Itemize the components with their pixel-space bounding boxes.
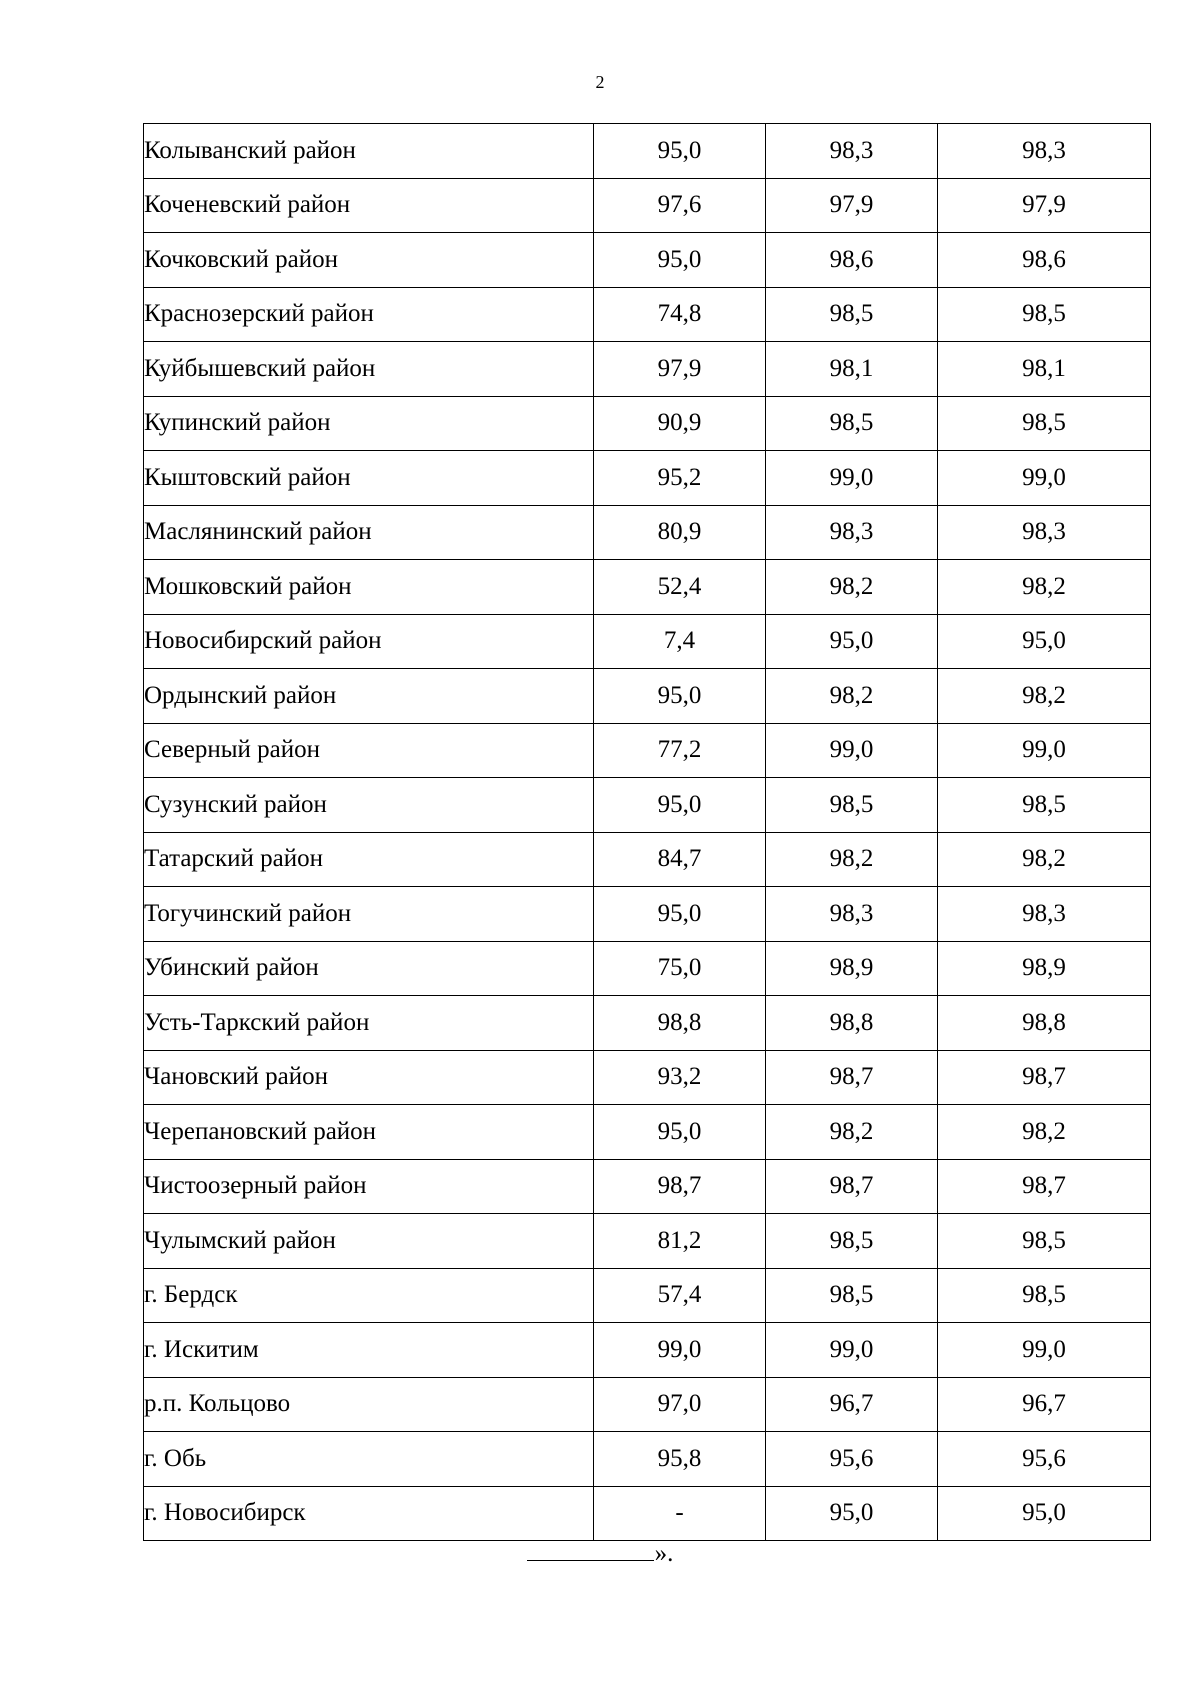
value-cell-2: 98,5 bbox=[766, 1268, 938, 1323]
table-row bbox=[144, 1050, 1151, 1105]
value-cell-1: 95,2 bbox=[594, 451, 766, 506]
municipality-name-cell: Чистоозерный район bbox=[144, 1159, 594, 1214]
value-cell-3: 98,7 bbox=[938, 1050, 1151, 1105]
table-row bbox=[144, 396, 1151, 451]
closing-quote: ». bbox=[654, 1540, 674, 1567]
value-cell-3: 98,5 bbox=[938, 287, 1151, 342]
table-row bbox=[144, 505, 1151, 560]
value-cell-3: 99,0 bbox=[938, 1323, 1151, 1378]
value-cell-1: 98,7 bbox=[594, 1159, 766, 1214]
value-cell-3: 98,9 bbox=[938, 941, 1151, 996]
value-cell-3: 95,0 bbox=[938, 614, 1151, 669]
municipality-name-cell: Мошковский район bbox=[144, 560, 594, 615]
municipality-name-cell: Коченевский район bbox=[144, 178, 594, 233]
value-cell-1: 95,0 bbox=[594, 669, 766, 724]
value-cell-2: 97,9 bbox=[766, 178, 938, 233]
value-cell-3: 98,1 bbox=[938, 342, 1151, 397]
municipality-name-cell: г. Бердск bbox=[144, 1268, 594, 1323]
value-cell-3: 98,5 bbox=[938, 396, 1151, 451]
municipality-name-cell: Купинский район bbox=[144, 396, 594, 451]
value-cell-2: 96,7 bbox=[766, 1377, 938, 1432]
municipality-name-cell: Куйбышевский район bbox=[144, 342, 594, 397]
value-cell-3: 98,3 bbox=[938, 505, 1151, 560]
closing-mark bbox=[0, 1538, 1200, 1568]
value-cell-3: 97,9 bbox=[938, 178, 1151, 233]
value-cell-2: 98,2 bbox=[766, 669, 938, 724]
municipality-name-cell: Сузунский район bbox=[144, 778, 594, 833]
value-cell-3: 98,2 bbox=[938, 560, 1151, 615]
table-row bbox=[144, 778, 1151, 833]
municipality-name-cell: г. Искитим bbox=[144, 1323, 594, 1378]
value-cell-1: 93,2 bbox=[594, 1050, 766, 1105]
value-cell-3: 98,6 bbox=[938, 233, 1151, 288]
value-cell-1: 98,8 bbox=[594, 996, 766, 1051]
value-cell-2: 95,0 bbox=[766, 1486, 938, 1541]
municipality-name-cell: Маслянинский район bbox=[144, 505, 594, 560]
value-cell-1: 74,8 bbox=[594, 287, 766, 342]
value-cell-2: 98,3 bbox=[766, 887, 938, 942]
value-cell-2: 95,6 bbox=[766, 1432, 938, 1487]
municipality-name-cell: Чановский район bbox=[144, 1050, 594, 1105]
value-cell-1: 57,4 bbox=[594, 1268, 766, 1323]
table-row bbox=[144, 451, 1151, 506]
municipality-name-cell: Черепановский район bbox=[144, 1105, 594, 1160]
value-cell-2: 95,0 bbox=[766, 614, 938, 669]
table-row bbox=[144, 1268, 1151, 1323]
value-cell-2: 98,5 bbox=[766, 778, 938, 833]
value-cell-1: 97,0 bbox=[594, 1377, 766, 1432]
value-cell-3: 99,0 bbox=[938, 723, 1151, 778]
value-cell-3: 96,7 bbox=[938, 1377, 1151, 1432]
table-row bbox=[144, 233, 1151, 288]
value-cell-3: 98,8 bbox=[938, 996, 1151, 1051]
value-cell-2: 98,9 bbox=[766, 941, 938, 996]
value-cell-3: 99,0 bbox=[938, 451, 1151, 506]
table-row bbox=[144, 124, 1151, 179]
value-cell-3: 98,7 bbox=[938, 1159, 1151, 1214]
value-cell-2: 98,2 bbox=[766, 1105, 938, 1160]
value-cell-1: 52,4 bbox=[594, 560, 766, 615]
closing-underline bbox=[527, 1538, 654, 1561]
value-cell-3: 98,2 bbox=[938, 669, 1151, 724]
value-cell-2: 98,5 bbox=[766, 1214, 938, 1269]
value-cell-1: 90,9 bbox=[594, 396, 766, 451]
table-row bbox=[144, 560, 1151, 615]
municipality-name-cell: Татарский район bbox=[144, 832, 594, 887]
value-cell-1: 75,0 bbox=[594, 941, 766, 996]
table-row bbox=[144, 614, 1151, 669]
value-cell-1: 77,2 bbox=[594, 723, 766, 778]
value-cell-1: 95,0 bbox=[594, 1105, 766, 1160]
value-cell-2: 98,5 bbox=[766, 396, 938, 451]
table-row bbox=[144, 887, 1151, 942]
value-cell-3: 95,0 bbox=[938, 1486, 1151, 1541]
municipality-name-cell: Усть-Таркский район bbox=[144, 996, 594, 1051]
municipality-name-cell: г. Новосибирск bbox=[144, 1486, 594, 1541]
municipality-name-cell: Новосибирский район bbox=[144, 614, 594, 669]
municipality-name-cell: Тогучинский район bbox=[144, 887, 594, 942]
table-row bbox=[144, 723, 1151, 778]
value-cell-1: 95,0 bbox=[594, 124, 766, 179]
municipality-name-cell: Колыванский район bbox=[144, 124, 594, 179]
page-number: 2 bbox=[595, 72, 605, 92]
table-row bbox=[144, 287, 1151, 342]
value-cell-2: 99,0 bbox=[766, 451, 938, 506]
table-row bbox=[144, 996, 1151, 1051]
value-cell-2: 99,0 bbox=[766, 723, 938, 778]
value-cell-1: 95,0 bbox=[594, 778, 766, 833]
value-cell-3: 98,5 bbox=[938, 1268, 1151, 1323]
table-row bbox=[144, 941, 1151, 996]
table-row bbox=[144, 1159, 1151, 1214]
value-cell-1: 80,9 bbox=[594, 505, 766, 560]
value-cell-2: 98,5 bbox=[766, 287, 938, 342]
municipality-name-cell: Северный район bbox=[144, 723, 594, 778]
table-row bbox=[144, 1432, 1151, 1487]
value-cell-3: 98,3 bbox=[938, 887, 1151, 942]
table-row bbox=[144, 178, 1151, 233]
value-cell-1: 84,7 bbox=[594, 832, 766, 887]
municipality-name-cell: г. Обь bbox=[144, 1432, 594, 1487]
value-cell-1: 95,8 bbox=[594, 1432, 766, 1487]
value-cell-2: 98,3 bbox=[766, 505, 938, 560]
value-cell-2: 98,7 bbox=[766, 1050, 938, 1105]
municipality-name-cell: Кочковский район bbox=[144, 233, 594, 288]
municipality-name-cell: р.п. Кольцово bbox=[144, 1377, 594, 1432]
municipality-name-cell: Ордынский район bbox=[144, 669, 594, 724]
value-cell-3: 98,5 bbox=[938, 778, 1151, 833]
value-cell-1: 99,0 bbox=[594, 1323, 766, 1378]
value-cell-2: 98,2 bbox=[766, 832, 938, 887]
table-row bbox=[144, 832, 1151, 887]
table-body bbox=[144, 124, 1151, 1541]
value-cell-2: 98,6 bbox=[766, 233, 938, 288]
value-cell-3: 98,2 bbox=[938, 832, 1151, 887]
value-cell-2: 98,3 bbox=[766, 124, 938, 179]
municipality-name-cell: Чулымский район bbox=[144, 1214, 594, 1269]
value-cell-1: 97,6 bbox=[594, 178, 766, 233]
value-cell-1: 95,0 bbox=[594, 233, 766, 288]
value-cell-3: 98,3 bbox=[938, 124, 1151, 179]
municipality-name-cell: Кыштовский район bbox=[144, 451, 594, 506]
value-cell-1: 7,4 bbox=[594, 614, 766, 669]
table-row bbox=[144, 1323, 1151, 1378]
value-cell-1: - bbox=[594, 1486, 766, 1541]
value-cell-1: 97,9 bbox=[594, 342, 766, 397]
value-cell-3: 95,6 bbox=[938, 1432, 1151, 1487]
value-cell-2: 99,0 bbox=[766, 1323, 938, 1378]
value-cell-2: 98,2 bbox=[766, 560, 938, 615]
municipality-name-cell: Краснозерский район bbox=[144, 287, 594, 342]
municipality-name-cell: Убинский район bbox=[144, 941, 594, 996]
table-row bbox=[144, 1377, 1151, 1432]
table-row bbox=[144, 1214, 1151, 1269]
value-cell-2: 98,1 bbox=[766, 342, 938, 397]
value-cell-3: 98,2 bbox=[938, 1105, 1151, 1160]
data-table bbox=[143, 123, 1151, 1541]
table-row bbox=[144, 669, 1151, 724]
value-cell-1: 95,0 bbox=[594, 887, 766, 942]
value-cell-2: 98,8 bbox=[766, 996, 938, 1051]
table-row bbox=[144, 1105, 1151, 1160]
value-cell-1: 81,2 bbox=[594, 1214, 766, 1269]
value-cell-3: 98,5 bbox=[938, 1214, 1151, 1269]
table-row bbox=[144, 1486, 1151, 1541]
table-row bbox=[144, 342, 1151, 397]
value-cell-2: 98,7 bbox=[766, 1159, 938, 1214]
